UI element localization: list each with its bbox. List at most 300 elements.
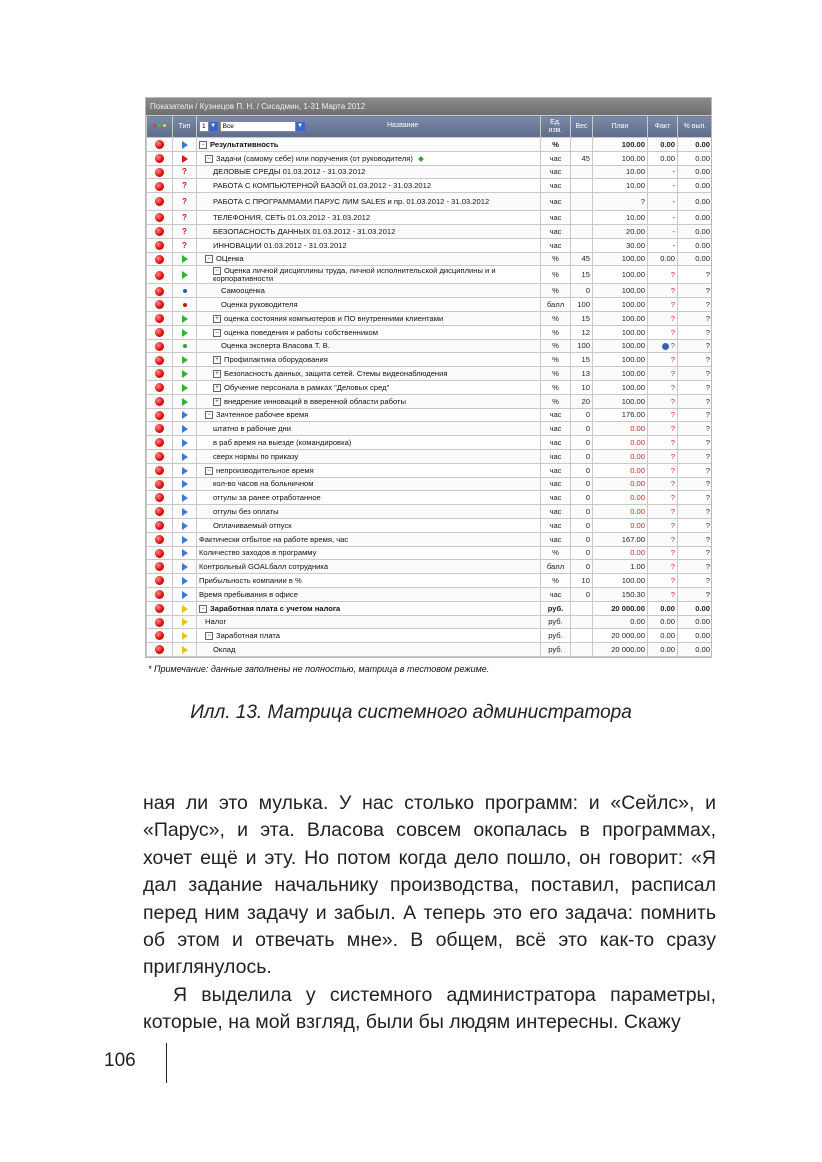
fact-cell[interactable]	[648, 325, 678, 339]
indicator-name[interactable]	[197, 284, 541, 298]
plan-cell[interactable]: 100.00	[593, 138, 648, 152]
unit-cell: час	[541, 165, 571, 179]
percent-cell: ?	[678, 560, 713, 574]
type-cell	[173, 224, 197, 238]
collapse-icon[interactable]: −	[213, 267, 221, 275]
play-arrow-icon	[182, 398, 188, 406]
plan-cell[interactable]: 10.00	[593, 179, 648, 193]
status-red-icon	[155, 466, 164, 475]
indicator-label: Налог	[205, 617, 227, 627]
type-cell	[173, 436, 197, 450]
indicator-name[interactable]	[197, 179, 541, 193]
indicator-name[interactable]	[197, 211, 541, 225]
play-arrow-icon	[182, 480, 188, 488]
weight-cell[interactable]	[571, 193, 593, 211]
plan-cell[interactable]: 30.00	[593, 238, 648, 252]
fact-cell[interactable]	[648, 601, 678, 615]
status-cell	[147, 284, 173, 298]
weight-cell[interactable]: 15	[571, 353, 593, 367]
status-red-icon	[155, 255, 164, 264]
weight-cell[interactable]: 0	[571, 463, 593, 477]
fact-cell[interactable]	[648, 367, 678, 381]
table-row[interactable]	[147, 587, 713, 601]
weight-cell[interactable]	[571, 238, 593, 252]
indicator-label: Время пребывания в офисе	[199, 589, 298, 599]
indicator-name[interactable]	[197, 193, 541, 211]
weight-cell[interactable]: 45	[571, 151, 593, 165]
plan-cell[interactable]: 20 000.00	[593, 629, 648, 643]
percent-cell: ?	[678, 546, 713, 560]
fact-cell[interactable]	[648, 284, 678, 298]
table-row[interactable]	[147, 179, 713, 193]
indicator-name[interactable]	[197, 422, 541, 436]
fact-cell[interactable]	[648, 491, 678, 505]
fact-cell[interactable]	[648, 532, 678, 546]
unit-cell: %	[541, 138, 571, 152]
fact-cell[interactable]	[648, 574, 678, 588]
table-row[interactable]	[147, 601, 713, 615]
indicator-name[interactable]	[197, 408, 541, 422]
weight-cell[interactable]: 10	[571, 574, 593, 588]
weight-cell[interactable]	[571, 601, 593, 615]
filter-type-select[interactable]: Все	[220, 121, 296, 132]
table-row[interactable]	[147, 266, 713, 284]
plan-cell[interactable]: 100.00	[593, 380, 648, 394]
play-arrow-icon	[182, 255, 188, 263]
unit-cell: час	[541, 491, 571, 505]
table-row[interactable]	[147, 436, 713, 450]
indicator-label: ОЦенка	[216, 254, 244, 264]
fact-cell[interactable]	[648, 560, 678, 574]
indicator-name[interactable]	[197, 394, 541, 408]
table-row[interactable]	[147, 532, 713, 546]
plan-cell[interactable]: 100.00	[593, 298, 648, 312]
percent-cell: ?	[678, 408, 713, 422]
status-red-icon	[155, 197, 164, 206]
indicator-label: Оплачиваемый отпуск	[213, 520, 292, 530]
expand-icon[interactable]: +	[213, 315, 221, 323]
weight-cell[interactable]	[571, 211, 593, 225]
plan-cell[interactable]: 100.00	[593, 151, 648, 165]
indicator-name[interactable]	[197, 463, 541, 477]
table-row[interactable]	[147, 422, 713, 436]
indicator-name[interactable]	[197, 266, 541, 284]
status-cell	[147, 311, 173, 325]
plan-cell[interactable]: 100.00	[593, 252, 648, 266]
chevron-down-icon[interactable]: ▼	[210, 123, 217, 129]
fact-cell[interactable]	[648, 436, 678, 450]
indicator-name[interactable]	[197, 629, 541, 643]
weight-cell[interactable]: 100	[571, 339, 593, 353]
fact-cell[interactable]	[648, 394, 678, 408]
indicator-name[interactable]	[197, 325, 541, 339]
indicator-name[interactable]	[197, 436, 541, 450]
question-icon: ?	[182, 240, 187, 250]
table-row[interactable]	[147, 574, 713, 588]
fact-cell[interactable]	[648, 463, 678, 477]
plan-cell[interactable]: ?	[593, 193, 648, 211]
plan-cell[interactable]: 100.00	[593, 339, 648, 353]
weight-cell[interactable]: 10	[571, 380, 593, 394]
weight-cell[interactable]: 0	[571, 560, 593, 574]
status-cell	[147, 193, 173, 211]
status-cell	[147, 629, 173, 643]
percent-cell: ?	[678, 449, 713, 463]
weight-cell[interactable]	[571, 615, 593, 629]
status-cell	[147, 546, 173, 560]
table-row[interactable]	[147, 238, 713, 252]
table-row[interactable]	[147, 353, 713, 367]
table-row[interactable]	[147, 284, 713, 298]
type-cell	[173, 353, 197, 367]
fact-cell[interactable]	[648, 151, 678, 165]
plan-cell[interactable]: 0.00	[593, 615, 648, 629]
table-row[interactable]	[147, 367, 713, 381]
weight-cell[interactable]: 45	[571, 252, 593, 266]
indicator-name[interactable]	[197, 238, 541, 252]
indicator-name[interactable]	[197, 151, 541, 165]
table-row[interactable]	[147, 252, 713, 266]
type-cell	[173, 491, 197, 505]
table-row[interactable]	[147, 151, 713, 165]
unit-cell: руб.	[541, 601, 571, 615]
table-row[interactable]	[147, 505, 713, 519]
status-cell	[147, 408, 173, 422]
plan-column-header[interactable]: План	[593, 116, 648, 138]
fact-cell[interactable]	[648, 224, 678, 238]
plan-cell[interactable]: 100.00	[593, 394, 648, 408]
status-cell	[147, 224, 173, 238]
fact-cell[interactable]	[648, 449, 678, 463]
fact-cell[interactable]	[648, 238, 678, 252]
fact-cell[interactable]	[648, 615, 678, 629]
percent-cell: ?	[678, 574, 713, 588]
play-arrow-icon	[182, 563, 188, 571]
plan-cell[interactable]: 0.00	[593, 436, 648, 450]
indicator-name[interactable]	[197, 367, 541, 381]
play-arrow-icon	[182, 315, 188, 323]
indicator-name[interactable]	[197, 252, 541, 266]
plan-cell[interactable]: 150.30	[593, 587, 648, 601]
indicator-name[interactable]	[197, 353, 541, 367]
indicator-name[interactable]	[197, 601, 541, 615]
fact-cell[interactable]	[648, 298, 678, 312]
bullet-icon	[183, 344, 187, 348]
fact-cell[interactable]	[648, 138, 678, 152]
expand-icon[interactable]: +	[213, 370, 221, 378]
table-row[interactable]	[147, 560, 713, 574]
type-cell	[173, 574, 197, 588]
indicator-name[interactable]	[197, 339, 541, 353]
plan-cell[interactable]: 167.00	[593, 532, 648, 546]
status-cell	[147, 449, 173, 463]
status-red-icon	[155, 507, 164, 516]
weight-cell[interactable]: 13	[571, 367, 593, 381]
indicator-label: Фактически отбытое на работе время, час	[199, 534, 349, 544]
status-red-icon	[155, 397, 164, 406]
plan-cell[interactable]: 0.00	[593, 505, 648, 519]
plan-cell[interactable]: 100.00	[593, 325, 648, 339]
plan-cell[interactable]: 20 000.00	[593, 601, 648, 615]
unit-column-header[interactable]: Ед. изм.	[541, 116, 571, 138]
play-arrow-icon	[182, 618, 188, 626]
weight-cell[interactable]: 0	[571, 532, 593, 546]
collapse-icon[interactable]: −	[205, 467, 213, 475]
status-red-icon	[155, 618, 164, 627]
plan-cell[interactable]: 100.00	[593, 574, 648, 588]
indicator-name[interactable]	[197, 546, 541, 560]
status-red-icon	[155, 140, 164, 149]
indicator-label: ИННОВАЦИИ 01.03.2012 - 31.03.2012	[213, 240, 347, 250]
fact-cell[interactable]	[648, 408, 678, 422]
fact-cell[interactable]	[648, 546, 678, 560]
table-row[interactable]	[147, 224, 713, 238]
indicator-name[interactable]	[197, 477, 541, 491]
indicator-label: Количество заходов в программу	[199, 548, 317, 558]
table-row[interactable]	[147, 477, 713, 491]
question-icon: ?	[182, 197, 187, 207]
fact-value: ?	[670, 300, 675, 310]
percent-cell: ?	[678, 463, 713, 477]
weight-cell[interactable]: 20	[571, 394, 593, 408]
info-icon[interactable]	[662, 343, 669, 350]
fact-value: -	[672, 226, 675, 236]
collapse-icon[interactable]: −	[213, 329, 221, 337]
plan-cell[interactable]: 100.00	[593, 284, 648, 298]
collapse-icon[interactable]: −	[205, 632, 213, 640]
type-cell	[173, 422, 197, 436]
indicator-name[interactable]	[197, 165, 541, 179]
fact-value: ?	[670, 327, 675, 337]
table-row[interactable]	[147, 491, 713, 505]
plan-cell[interactable]: 0.00	[593, 477, 648, 491]
table-note: * Примечание: данные заполнены не полностью, матрица в тестовом режиме.	[148, 664, 490, 674]
plan-cell[interactable]: 100.00	[593, 311, 648, 325]
filter-number-select[interactable]: 1	[199, 121, 209, 132]
fact-cell[interactable]	[648, 252, 678, 266]
collapse-icon[interactable]: −	[199, 605, 207, 613]
weight-cell[interactable]: 0	[571, 436, 593, 450]
weight-cell[interactable]: 12	[571, 325, 593, 339]
chevron-down-icon[interactable]: ▼	[297, 123, 304, 129]
plan-cell[interactable]: 10.00	[593, 211, 648, 225]
table-row[interactable]	[147, 615, 713, 629]
status-cell	[147, 436, 173, 450]
type-cell	[173, 532, 197, 546]
status-red-icon	[155, 356, 164, 365]
weight-cell[interactable]	[571, 643, 593, 657]
plan-cell[interactable]: 0.00	[593, 518, 648, 532]
table-row[interactable]	[147, 449, 713, 463]
status-cell	[147, 138, 173, 152]
plan-cell[interactable]: 1.00	[593, 560, 648, 574]
type-cell	[173, 643, 197, 657]
table-row[interactable]	[147, 643, 713, 657]
weight-cell[interactable]: 0	[571, 546, 593, 560]
percent-cell: ?	[678, 491, 713, 505]
type-cell	[173, 615, 197, 629]
weight-column-header[interactable]: Вес	[571, 116, 593, 138]
collapse-icon[interactable]: −	[199, 141, 207, 149]
fact-cell[interactable]	[648, 179, 678, 193]
weight-cell[interactable]: 100	[571, 298, 593, 312]
expand-icon[interactable]: +	[213, 384, 221, 392]
table-row[interactable]	[147, 311, 713, 325]
status-red-icon	[155, 424, 164, 433]
weight-cell[interactable]: 0	[571, 477, 593, 491]
plan-cell[interactable]: 10.00	[593, 165, 648, 179]
indicator-name[interactable]	[197, 491, 541, 505]
indicator-name[interactable]	[197, 298, 541, 312]
play-arrow-icon	[182, 549, 188, 557]
weight-cell[interactable]	[571, 138, 593, 152]
status-cell	[147, 367, 173, 381]
plan-cell[interactable]: 0.00	[593, 449, 648, 463]
plan-cell[interactable]: 0.00	[593, 463, 648, 477]
percent-cell: ?	[678, 436, 713, 450]
fact-cell[interactable]	[648, 353, 678, 367]
weight-cell[interactable]	[571, 629, 593, 643]
table-row[interactable]	[147, 394, 713, 408]
weight-cell[interactable]: 0	[571, 284, 593, 298]
table-row[interactable]	[147, 138, 713, 152]
fact-cell[interactable]	[648, 518, 678, 532]
table-row[interactable]	[147, 325, 713, 339]
table-row[interactable]	[147, 339, 713, 353]
question-icon: ?	[182, 226, 187, 236]
fact-cell[interactable]	[648, 339, 678, 353]
plan-cell[interactable]: 20.00	[593, 224, 648, 238]
indicator-label: Обучение персонала в рамках "Деловых сред"	[224, 382, 390, 392]
weight-cell[interactable]: 0	[571, 491, 593, 505]
plan-cell[interactable]: 100.00	[593, 367, 648, 381]
fact-value: -	[672, 167, 675, 177]
plan-cell[interactable]: 176.00	[593, 408, 648, 422]
indicator-name[interactable]	[197, 518, 541, 532]
table-row[interactable]	[147, 629, 713, 643]
weight-cell[interactable]: 0	[571, 587, 593, 601]
indicator-name[interactable]	[197, 574, 541, 588]
weight-cell[interactable]	[571, 224, 593, 238]
plan-cell[interactable]: 100.00	[593, 353, 648, 367]
status-red-icon	[155, 535, 164, 544]
collapse-icon[interactable]: −	[205, 155, 213, 163]
status-red-icon	[155, 182, 164, 191]
indicator-name[interactable]	[197, 505, 541, 519]
play-arrow-icon	[182, 522, 188, 530]
indicator-name[interactable]	[197, 380, 541, 394]
table-row[interactable]	[147, 518, 713, 532]
fact-cell[interactable]	[648, 422, 678, 436]
fact-cell[interactable]	[648, 505, 678, 519]
table-row[interactable]	[147, 211, 713, 225]
percent-cell: 0.00	[678, 179, 713, 193]
percent-column-header[interactable]: % вып.	[678, 116, 713, 138]
fact-cell[interactable]	[648, 587, 678, 601]
indicator-name[interactable]	[197, 138, 541, 152]
table-row[interactable]	[147, 408, 713, 422]
indicator-label: Оценка личной дисциплины труда, личной исполнительской дисциплины и и корпоративности	[213, 266, 496, 284]
table-row[interactable]	[147, 193, 713, 211]
table-row[interactable]	[147, 546, 713, 560]
percent-cell: ?	[678, 298, 713, 312]
type-cell	[173, 477, 197, 491]
table-row[interactable]	[147, 298, 713, 312]
weight-cell[interactable]: 0	[571, 449, 593, 463]
indicator-name[interactable]	[197, 532, 541, 546]
expand-icon[interactable]: +	[213, 398, 221, 406]
status-cell	[147, 151, 173, 165]
plan-cell[interactable]: 20 000.00	[593, 643, 648, 657]
fact-value: ?	[670, 534, 675, 544]
collapse-icon[interactable]: −	[205, 411, 213, 419]
weight-cell[interactable]: 0	[571, 505, 593, 519]
expand-icon[interactable]: +	[213, 356, 221, 364]
indicator-name[interactable]	[197, 615, 541, 629]
indicator-name[interactable]	[197, 560, 541, 574]
weight-cell[interactable]: 0	[571, 422, 593, 436]
indicator-name[interactable]	[197, 224, 541, 238]
type-cell	[173, 629, 197, 643]
fact-value: ?	[670, 355, 675, 365]
status-column-header	[147, 116, 173, 138]
table-row[interactable]	[147, 165, 713, 179]
indicator-name[interactable]	[197, 311, 541, 325]
weight-cell[interactable]: 0	[571, 408, 593, 422]
type-cell	[173, 179, 197, 193]
status-red-icon	[155, 328, 164, 337]
weight-cell[interactable]	[571, 179, 593, 193]
type-column-header[interactable]: Тип	[173, 116, 197, 138]
fact-cell[interactable]	[648, 477, 678, 491]
fact-cell[interactable]	[648, 643, 678, 657]
collapse-icon[interactable]: −	[205, 255, 213, 263]
fact-cell[interactable]	[648, 311, 678, 325]
type-cell	[173, 518, 197, 532]
indicator-label: сверх нормы по приказу	[213, 451, 299, 461]
fact-cell[interactable]	[648, 193, 678, 211]
table-row[interactable]	[147, 380, 713, 394]
table-row[interactable]	[147, 463, 713, 477]
fact-cell[interactable]	[648, 211, 678, 225]
type-cell	[173, 238, 197, 252]
percent-cell: ?	[678, 505, 713, 519]
indicator-name[interactable]	[197, 449, 541, 463]
weight-cell[interactable]: 0	[571, 518, 593, 532]
indicator-name[interactable]	[197, 587, 541, 601]
indicator-label: внедрение инноваций в вверенной области работы	[224, 396, 406, 406]
window-title: Показатели / Кузнецов П. Н. / Сисадмин, 1-31 Марта 2012	[146, 98, 711, 115]
plan-cell[interactable]: 0.00	[593, 491, 648, 505]
fact-column-header[interactable]: Факт	[648, 116, 678, 138]
percent-cell: 0.00	[678, 615, 713, 629]
weight-cell[interactable]: 15	[571, 311, 593, 325]
status-cell	[147, 491, 173, 505]
plan-cell[interactable]: 0.00	[593, 546, 648, 560]
diamond-icon	[418, 156, 424, 162]
fact-cell[interactable]	[648, 266, 678, 284]
plan-cell[interactable]: 0.00	[593, 422, 648, 436]
fact-value: ?	[670, 520, 675, 530]
fact-cell[interactable]	[648, 165, 678, 179]
fact-cell[interactable]	[648, 629, 678, 643]
fact-cell[interactable]	[648, 380, 678, 394]
percent-cell: 0.00	[678, 601, 713, 615]
plan-cell[interactable]: 100.00	[593, 266, 648, 284]
weight-cell[interactable]: 15	[571, 266, 593, 284]
weight-cell[interactable]	[571, 165, 593, 179]
indicator-name[interactable]	[197, 643, 541, 657]
